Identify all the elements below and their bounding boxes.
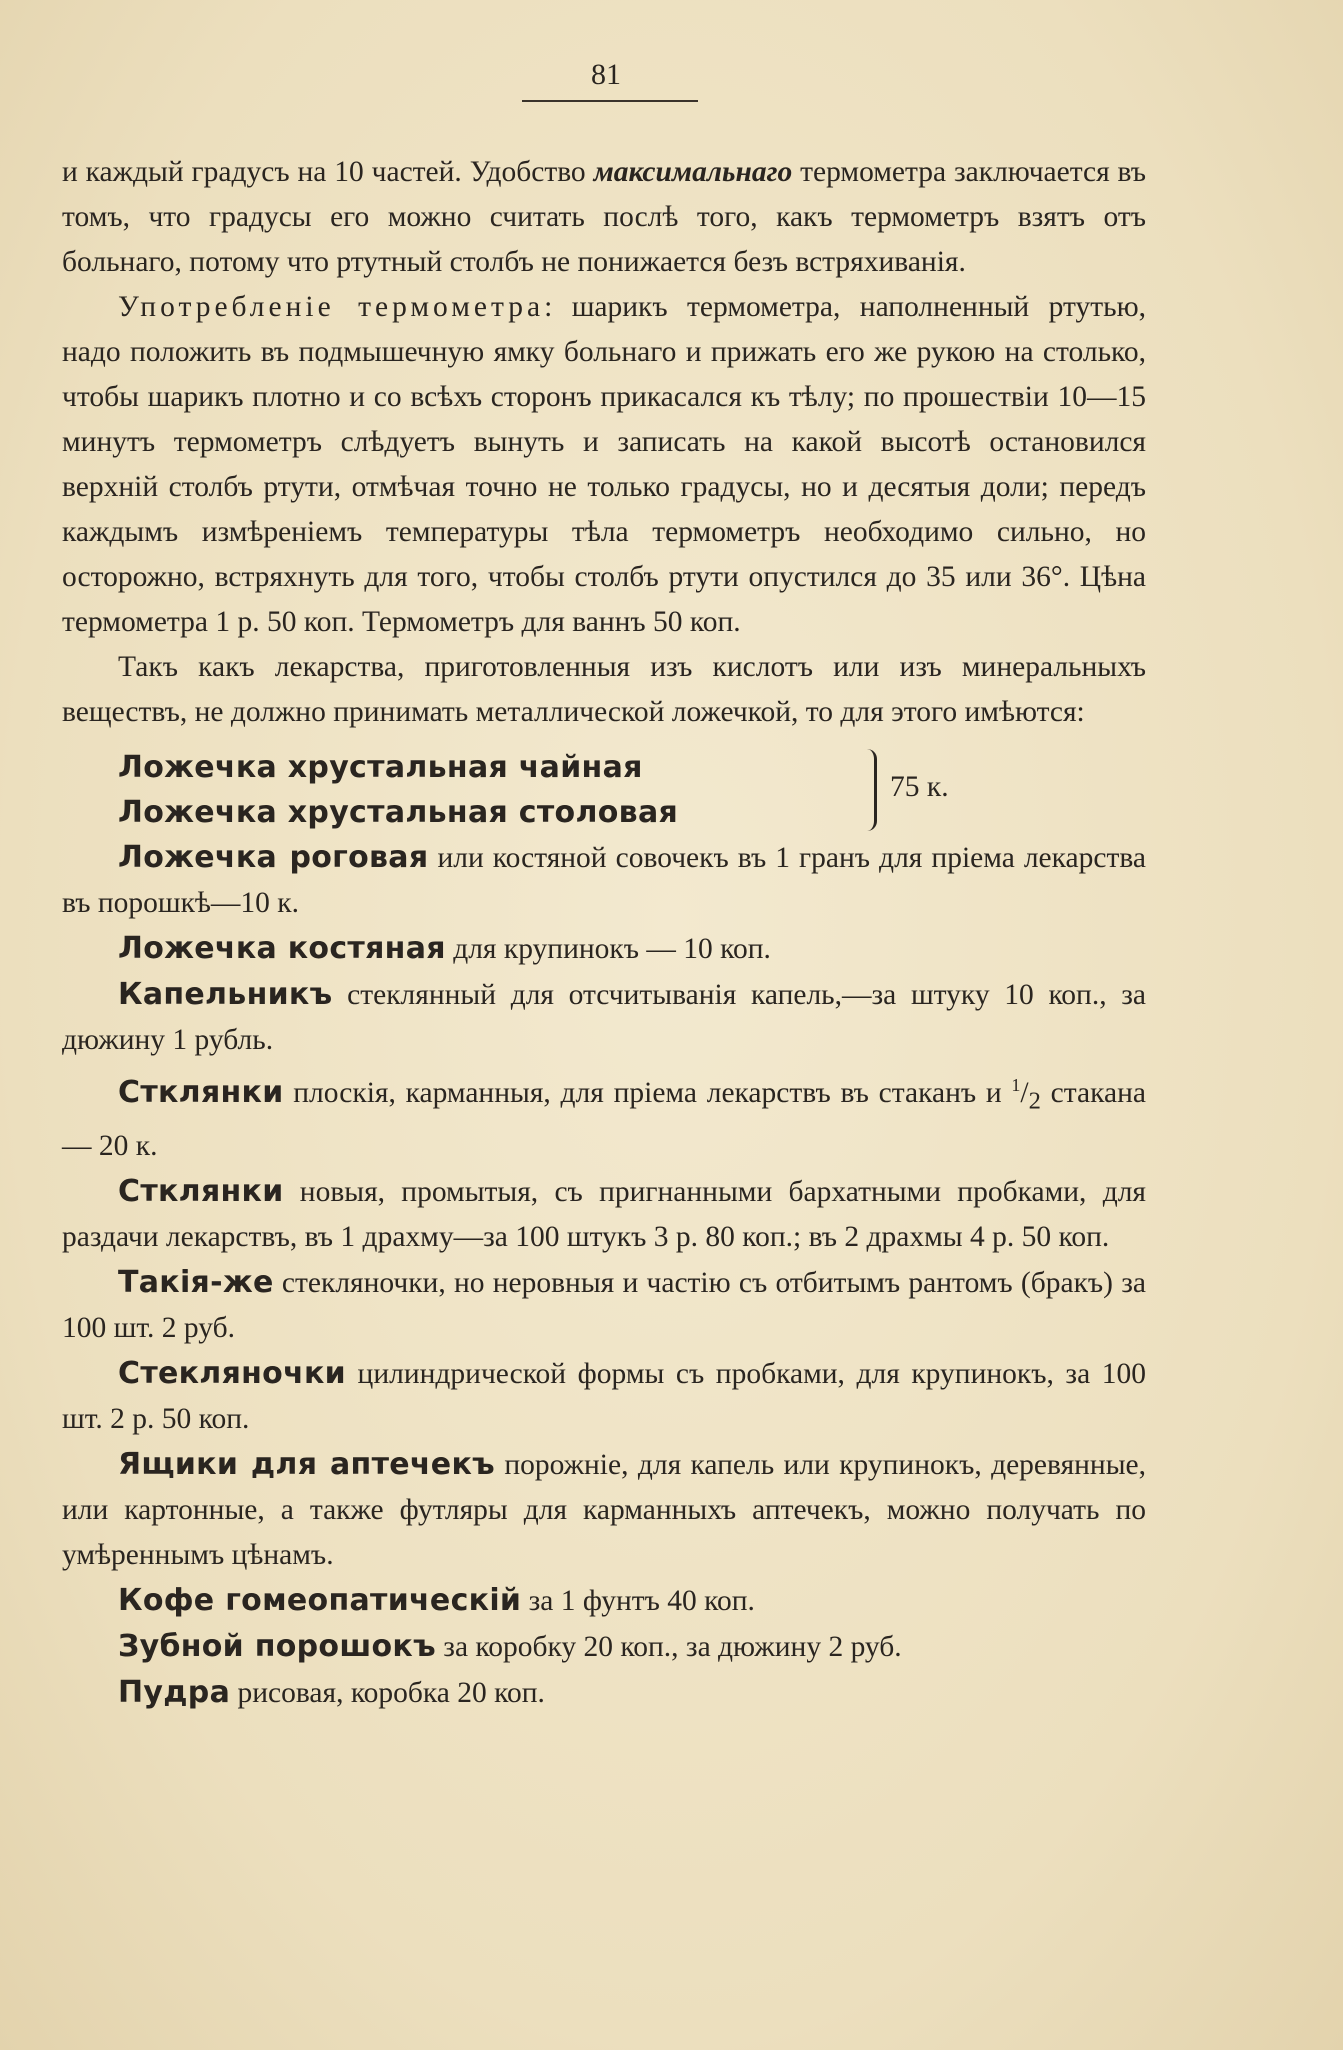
item-text: порожніе, для капель или крупинокъ, деревянные, или картонные, а также футляры для карманныхъ аптечекъ, можно получать по умѣреннымъ цѣнамъ. xyxy=(62,1448,1146,1571)
item-text: за 1 фунтъ 40 коп. xyxy=(521,1584,755,1617)
page-number: 81 xyxy=(591,58,621,91)
item-title: Капельникъ xyxy=(118,977,333,1012)
list-item xyxy=(62,1260,1146,1351)
page-number-rule xyxy=(522,100,698,102)
item-title: Стклянки xyxy=(118,1074,284,1110)
list-item xyxy=(62,1578,1146,1624)
fraction-denominator: 2 xyxy=(1028,1087,1041,1115)
list-item xyxy=(62,1624,1146,1670)
item-title: Стекляночки xyxy=(118,1355,346,1391)
list-item xyxy=(62,835,1146,926)
item-text: для крупинокъ — 10 коп. xyxy=(445,933,771,965)
list-item xyxy=(62,1670,1146,1716)
item-text: стакана — 20 к. xyxy=(62,1076,1146,1162)
fraction-numerator: 1 xyxy=(1011,1075,1021,1095)
item-title: Стклянки xyxy=(118,1173,284,1209)
right-brace-icon xyxy=(864,749,877,831)
item-text: рисовая, коробка 20 коп. xyxy=(230,1676,545,1709)
crystal-tea-spoon: Ложечка хрустальная чайная xyxy=(118,750,643,785)
list-item xyxy=(62,972,1146,1063)
item-text: стеклянный для отсчитыванія капель,—за штуку 10 коп., за дюжину 1 рубль. xyxy=(62,979,1146,1056)
item-text: за коробку 20 коп., за дюжину 2 руб. xyxy=(435,1630,902,1663)
item-text: плоскія, карманныя, для пріема лекарствъ въ стаканъ и xyxy=(283,1076,1012,1109)
item-title: Кофе гомеопатическій xyxy=(118,1582,522,1618)
item-text: или костяной совочекъ въ 1 гранъ для пріема лекарства въ порошкѣ—10 к. xyxy=(62,842,1146,919)
paragraph-thermometer-usage xyxy=(62,285,1146,645)
emphasis-text: максимальнаго xyxy=(593,156,793,188)
item-title: Такія-же xyxy=(118,1264,274,1300)
crystal-table-spoon: Ложечка хрустальная столовая xyxy=(118,795,679,830)
item-title: Ложечка костяная xyxy=(118,931,446,966)
item-title: Пудра xyxy=(118,1674,231,1710)
crystal-spoons-group xyxy=(118,745,1146,835)
item-text: стекляночки, но неровныя и частію съ отбитымъ рантомъ (бракъ) за 100 шт. 2 руб. xyxy=(62,1266,1146,1344)
item-title: Зубной порошокъ xyxy=(118,1628,436,1664)
text-run: и каждый градусъ на 10 частей. Удобство xyxy=(62,156,594,188)
list-item xyxy=(62,1169,1146,1260)
fraction-slash: / xyxy=(1020,1076,1029,1109)
item-text: цилиндрической формы съ пробками, для крупинокъ, за 100 шт. 2 р. 50 коп. xyxy=(62,1357,1146,1435)
text-run: : шарикъ термометра, наполненный ртутью, надо положить въ подмышечную ямку больнаго и прижать его же рукою на столько, чтобы шарикъ плотно и со всѣхъ сторонъ прикасался къ тѣлу; по прошествіи 10—15 минутъ термометръ слѣдуетъ вынуть и записать на какой высотѣ остановился верхній столбъ ртути, отмѣчая точно не только градусы, но и десятыя доли; передъ каждымъ измѣреніемъ температуры тѣла термометръ необходимо сильно, но осторожно, встряхнуть для того, чтобы столбъ ртути опустился до 35 или 36°. Цѣна термометра 1 р. 50 коп. Термометръ для ваннъ 50 коп. xyxy=(62,291,1146,638)
item-title: Ложечка роговая xyxy=(118,840,429,875)
page-body xyxy=(62,150,1146,1716)
text-run: термометра заключается въ томъ, что градусы его можно считать послѣ того, какъ термометръ взятъ отъ больнаго, потому что ртутный столбъ не понижается безъ встряхиванія. xyxy=(62,156,1146,278)
list-item xyxy=(62,1442,1146,1578)
item-title: Ящики для аптечекъ xyxy=(118,1446,495,1482)
crystal-spoons-price: 75 к. xyxy=(890,771,949,803)
list-item xyxy=(62,1063,1146,1169)
spaced-heading: Употребленіе термометра xyxy=(118,291,545,323)
list-item xyxy=(62,1351,1146,1442)
paragraph-thermometer-intro xyxy=(62,150,1146,285)
list-item xyxy=(62,926,1146,972)
item-text: новыя, промытыя, съ пригнанными бархатными пробками, для раздачи лекарствъ, въ 1 драхму—за 100 штукъ 3 р. 80 коп.; въ 2 драхмы 4 р. 50 коп. xyxy=(62,1175,1146,1253)
paragraph-spoons-intro: Такъ какъ лекарства, приготовленныя изъ кислотъ или изъ минеральныхъ веществъ, не должно принимать металлической ложечкой, то для этого имѣются: xyxy=(62,651,1146,728)
